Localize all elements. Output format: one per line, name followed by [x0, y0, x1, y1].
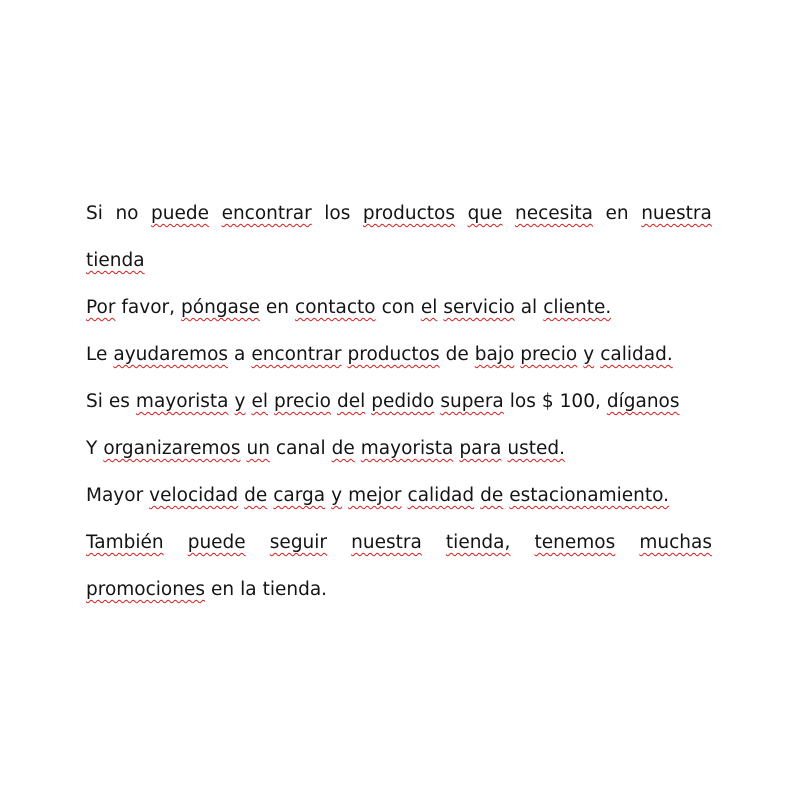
- word: necesita: [514, 203, 593, 224]
- word: bajo: [474, 344, 515, 365]
- word: 100,: [559, 391, 601, 412]
- word: cliente.: [543, 297, 612, 318]
- word: muchas: [639, 532, 712, 553]
- word: en: [265, 297, 290, 318]
- word: carga: [273, 485, 326, 506]
- word: Si: [86, 391, 103, 412]
- text-line: [86, 378, 712, 425]
- word: Le: [86, 344, 108, 365]
- text-line: [86, 190, 712, 237]
- word: puede: [151, 203, 210, 224]
- word: los: [509, 391, 536, 412]
- word: productos: [347, 344, 440, 365]
- word: canal: [275, 438, 326, 459]
- word: $: [541, 391, 554, 412]
- word: supera: [440, 391, 504, 412]
- word: contacto: [295, 297, 376, 318]
- word: que: [467, 203, 503, 224]
- word: precio: [274, 391, 331, 412]
- word: calidad: [407, 485, 475, 506]
- word: También: [86, 532, 164, 553]
- word: tienda.: [262, 579, 328, 600]
- text-line: [86, 237, 712, 284]
- word: el: [251, 391, 269, 412]
- word: tienda,: [445, 532, 511, 553]
- word: velocidad: [149, 485, 239, 506]
- word: de: [331, 438, 355, 459]
- word: los: [324, 203, 351, 224]
- word: al: [520, 297, 538, 318]
- word: productos: [362, 203, 456, 224]
- word: en: [210, 579, 235, 600]
- word: mayorista: [360, 438, 454, 459]
- word: puede: [187, 532, 246, 553]
- word: estacionamiento.: [509, 485, 669, 506]
- document-body: [86, 190, 712, 613]
- word: calidad.: [600, 344, 673, 365]
- word: en: [605, 203, 629, 224]
- word: Y: [86, 438, 98, 459]
- word: del: [336, 391, 366, 412]
- word: Mayor: [86, 485, 144, 506]
- word: precio: [520, 344, 578, 365]
- word: un: [246, 438, 270, 459]
- word: favor,: [121, 297, 176, 318]
- word: de: [244, 485, 268, 506]
- word: y: [331, 485, 343, 506]
- text-line: [86, 519, 712, 566]
- word: póngase: [181, 297, 260, 318]
- text-line: [86, 566, 712, 613]
- word: mejor: [348, 485, 402, 506]
- word: es: [108, 391, 130, 412]
- word: tenemos: [534, 532, 616, 553]
- text-line: [86, 284, 712, 331]
- word: de: [445, 344, 469, 365]
- text-line: [86, 472, 712, 519]
- word: a: [234, 344, 246, 365]
- word: promociones: [86, 579, 205, 600]
- word: con: [381, 297, 415, 318]
- word: Por: [86, 297, 116, 318]
- word: nuestra: [351, 532, 422, 553]
- word: de: [480, 485, 504, 506]
- word: encontrar: [251, 344, 342, 365]
- word: organizaremos: [103, 438, 241, 459]
- word: nuestra: [641, 203, 712, 224]
- word: usted.: [507, 438, 566, 459]
- word: la: [240, 579, 257, 600]
- word: pedido: [371, 391, 435, 412]
- word: ayudaremos: [113, 344, 229, 365]
- word: encontrar: [221, 203, 312, 224]
- text-line: [86, 425, 712, 472]
- word: y: [583, 344, 595, 365]
- word: y: [234, 391, 246, 412]
- word: para: [459, 438, 502, 459]
- word: seguir: [269, 532, 328, 553]
- word: servicio: [443, 297, 515, 318]
- word: el: [420, 297, 438, 318]
- word: Si: [86, 203, 103, 224]
- word: mayorista: [135, 391, 229, 412]
- word: tienda: [86, 250, 145, 271]
- word: díganos: [606, 391, 680, 412]
- text-line: [86, 331, 712, 378]
- word: no: [115, 203, 139, 224]
